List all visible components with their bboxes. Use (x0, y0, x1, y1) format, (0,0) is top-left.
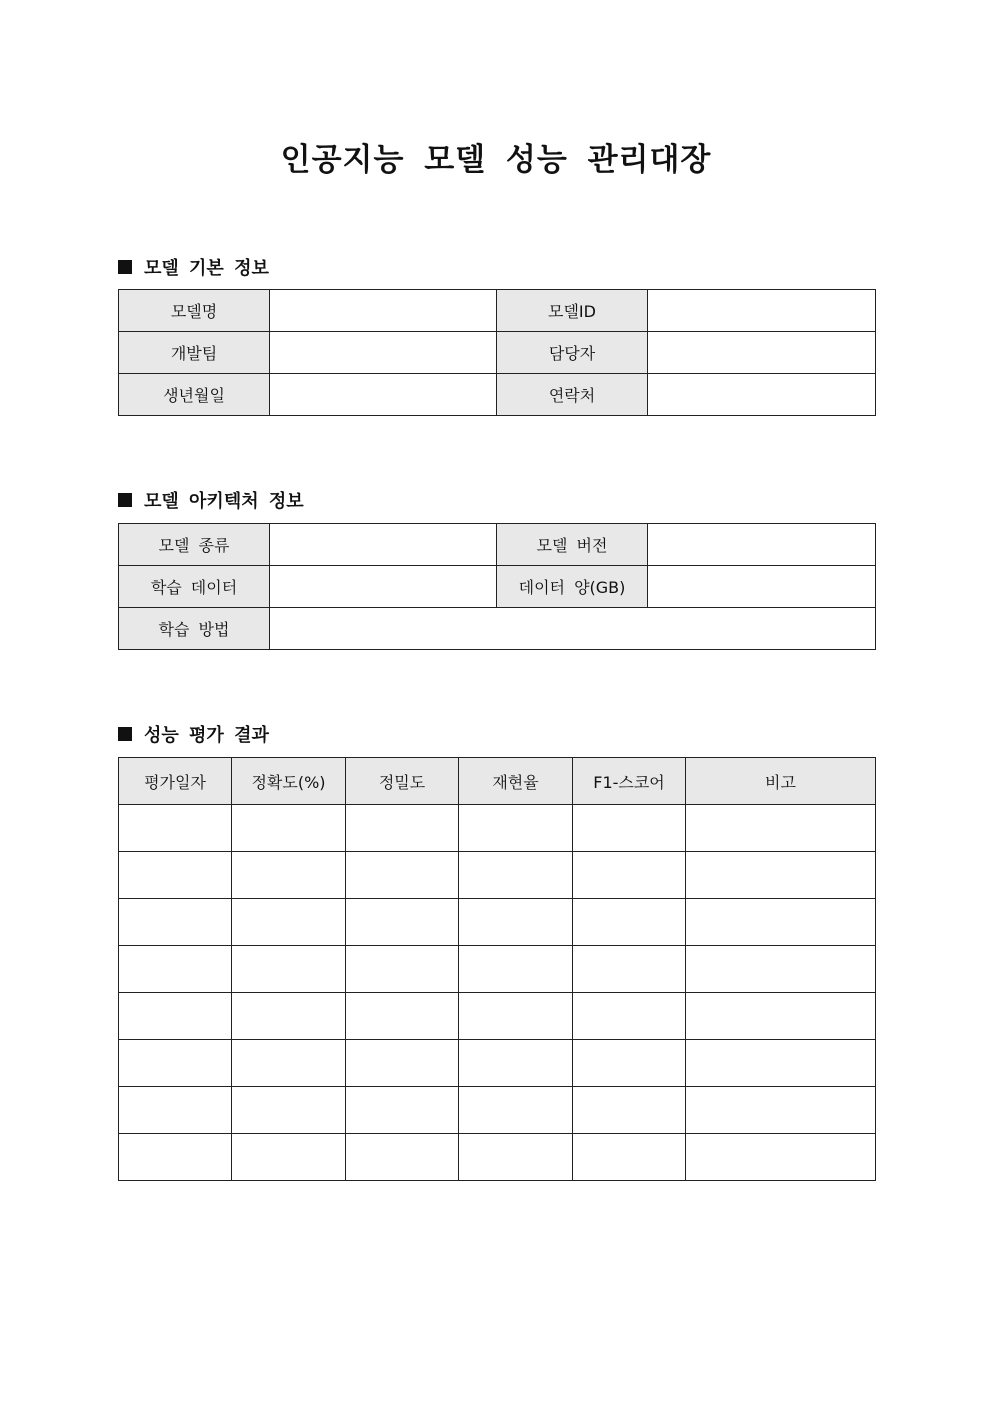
column-header-precision: 정밀도 (346, 758, 459, 805)
precision-cell[interactable] (346, 899, 459, 946)
recall-cell[interactable] (459, 1134, 573, 1181)
square-bullet-icon (118, 260, 132, 274)
field-label: 담당자 (497, 332, 648, 374)
precision-cell[interactable] (346, 946, 459, 993)
recall-cell[interactable] (459, 899, 573, 946)
table-row (119, 899, 876, 946)
table-row (119, 1087, 876, 1134)
date-cell[interactable] (119, 852, 232, 899)
date-cell[interactable] (119, 946, 232, 993)
square-bullet-icon (118, 493, 132, 507)
manager-field[interactable] (648, 332, 876, 374)
f1-cell[interactable] (573, 1040, 686, 1087)
notes-cell[interactable] (686, 852, 876, 899)
table-row (119, 1040, 876, 1087)
precision-cell[interactable] (346, 1040, 459, 1087)
notes-cell[interactable] (686, 1134, 876, 1181)
precision-cell[interactable] (346, 1134, 459, 1181)
section-heading-label: 모델 아키텍처 정보 (144, 491, 304, 512)
notes-cell[interactable] (686, 899, 876, 946)
table-row (119, 608, 876, 650)
accuracy-cell[interactable] (232, 1134, 346, 1181)
evaluation-table (118, 757, 876, 1181)
f1-cell[interactable] (573, 899, 686, 946)
table-row (119, 805, 876, 852)
field-label: 생년월일 (119, 374, 270, 416)
table-row (119, 852, 876, 899)
accuracy-cell[interactable] (232, 1040, 346, 1087)
field-label: 모델ID (497, 290, 648, 332)
model-type-field[interactable] (270, 524, 497, 566)
f1-cell[interactable] (573, 1087, 686, 1134)
section-heading-architecture (118, 487, 304, 513)
section-heading-label: 모델 기본 정보 (144, 258, 269, 279)
section-heading-basic-info (118, 254, 269, 280)
table-row (119, 374, 876, 416)
section-heading-evaluation (118, 721, 269, 747)
column-header-recall: 재현율 (459, 758, 573, 805)
model-id-field[interactable] (648, 290, 876, 332)
table-row (119, 290, 876, 332)
field-label: 모델 종류 (119, 524, 270, 566)
field-label: 개발팀 (119, 332, 270, 374)
recall-cell[interactable] (459, 993, 573, 1040)
accuracy-cell[interactable] (232, 993, 346, 1040)
field-label: 데이터 양(GB) (497, 566, 648, 608)
date-cell[interactable] (119, 805, 232, 852)
f1-cell[interactable] (573, 946, 686, 993)
basic-info-table (118, 289, 876, 416)
date-cell[interactable] (119, 899, 232, 946)
data-size-field[interactable] (648, 566, 876, 608)
column-header-notes: 비고 (686, 758, 876, 805)
recall-cell[interactable] (459, 1087, 573, 1134)
table-header-row (119, 758, 876, 805)
field-label: 모델 버전 (497, 524, 648, 566)
table-row (119, 332, 876, 374)
f1-cell[interactable] (573, 852, 686, 899)
training-method-field[interactable] (270, 608, 876, 650)
recall-cell[interactable] (459, 946, 573, 993)
contact-field[interactable] (648, 374, 876, 416)
f1-cell[interactable] (573, 805, 686, 852)
model-name-field[interactable] (270, 290, 497, 332)
accuracy-cell[interactable] (232, 805, 346, 852)
accuracy-cell[interactable] (232, 1087, 346, 1134)
precision-cell[interactable] (346, 852, 459, 899)
table-row (119, 566, 876, 608)
date-cell[interactable] (119, 1134, 232, 1181)
date-cell[interactable] (119, 993, 232, 1040)
square-bullet-icon (118, 727, 132, 741)
notes-cell[interactable] (686, 1087, 876, 1134)
table-row (119, 946, 876, 993)
dev-team-field[interactable] (270, 332, 497, 374)
table-row (119, 1134, 876, 1181)
architecture-table (118, 523, 876, 650)
evaluation-table-body (119, 805, 876, 1181)
date-cell[interactable] (119, 1040, 232, 1087)
notes-cell[interactable] (686, 993, 876, 1040)
table-row (119, 993, 876, 1040)
date-cell[interactable] (119, 1087, 232, 1134)
precision-cell[interactable] (346, 805, 459, 852)
section-heading-label: 성능 평가 결과 (144, 725, 269, 746)
training-data-field[interactable] (270, 566, 497, 608)
accuracy-cell[interactable] (232, 852, 346, 899)
page-title: 인공지능 모델 성능 관리대장 (280, 142, 712, 178)
column-header-accuracy: 정확도(%) (232, 758, 346, 805)
model-version-field[interactable] (648, 524, 876, 566)
accuracy-cell[interactable] (232, 946, 346, 993)
field-label: 학습 데이터 (119, 566, 270, 608)
birthdate-field[interactable] (270, 374, 497, 416)
notes-cell[interactable] (686, 1040, 876, 1087)
table-row (119, 524, 876, 566)
recall-cell[interactable] (459, 852, 573, 899)
accuracy-cell[interactable] (232, 899, 346, 946)
recall-cell[interactable] (459, 805, 573, 852)
precision-cell[interactable] (346, 993, 459, 1040)
notes-cell[interactable] (686, 946, 876, 993)
recall-cell[interactable] (459, 1040, 573, 1087)
f1-cell[interactable] (573, 1134, 686, 1181)
field-label: 모델명 (119, 290, 270, 332)
field-label: 학습 방법 (119, 608, 270, 650)
precision-cell[interactable] (346, 1087, 459, 1134)
column-header-date: 평가일자 (119, 758, 232, 805)
f1-cell[interactable] (573, 993, 686, 1040)
column-header-f1: F1-스코어 (573, 758, 686, 805)
field-label: 연락처 (497, 374, 648, 416)
notes-cell[interactable] (686, 805, 876, 852)
